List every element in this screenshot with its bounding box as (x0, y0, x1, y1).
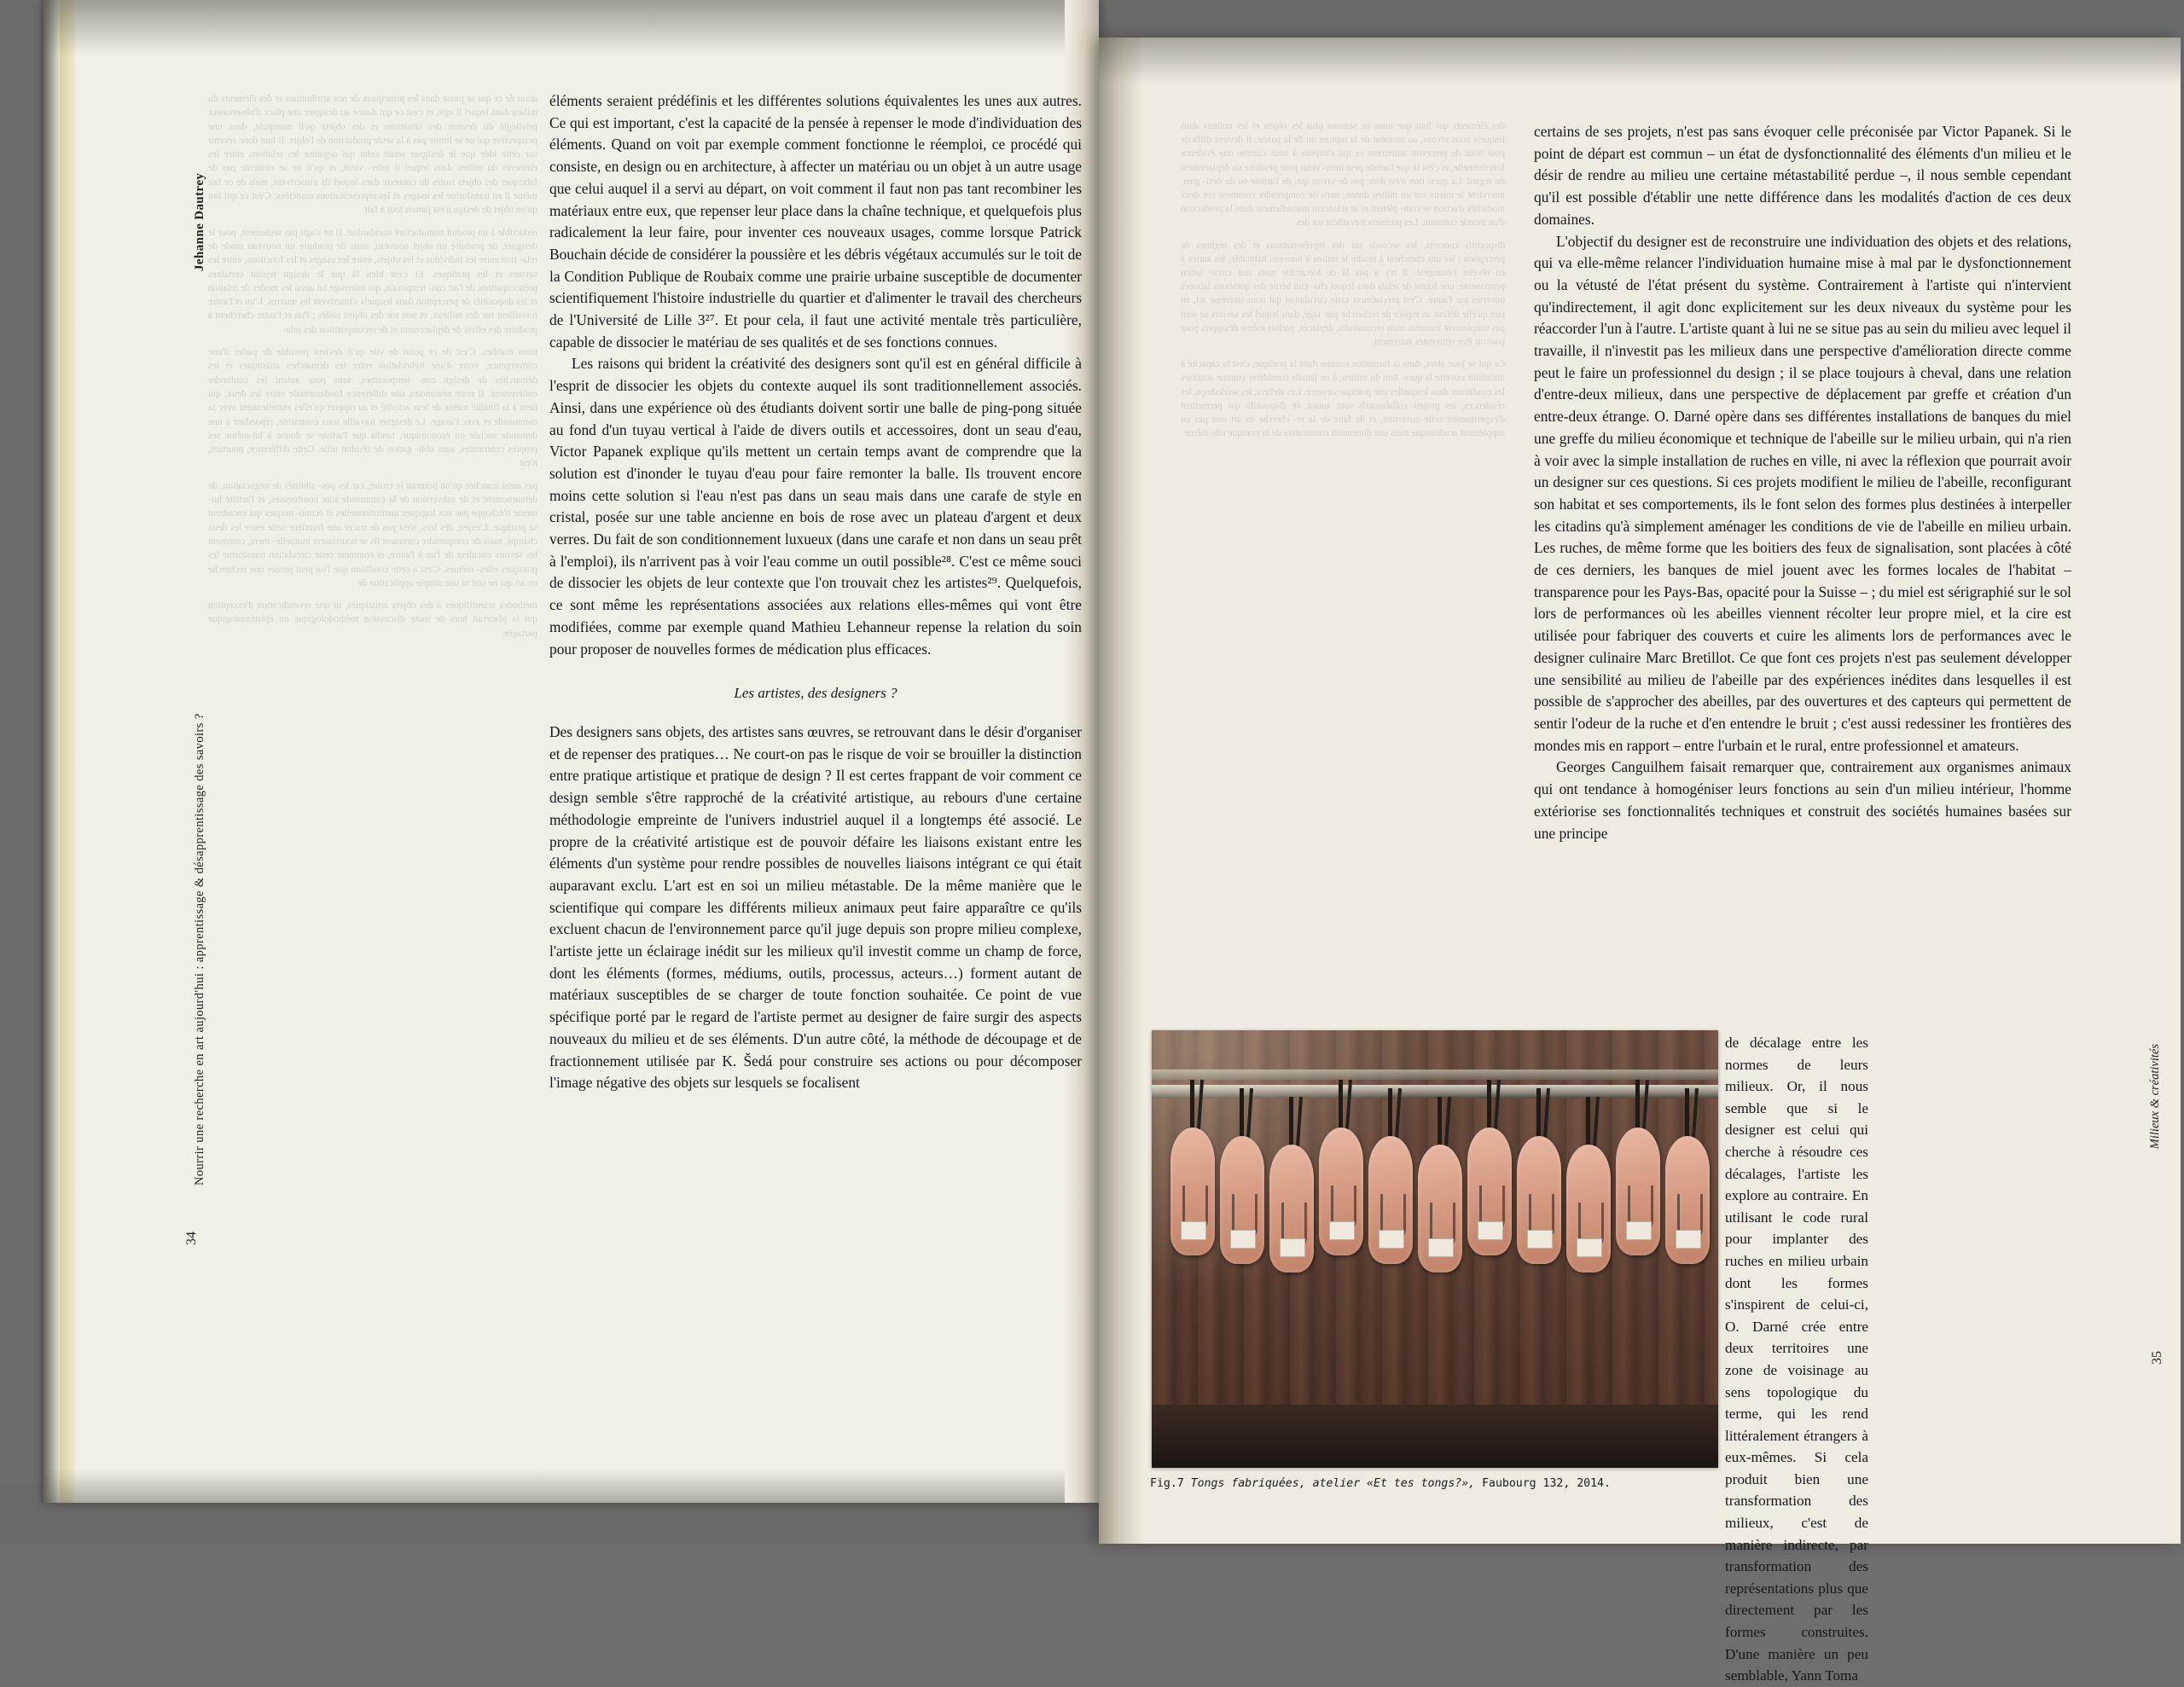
photo-sandal-tag (1676, 1230, 1701, 1249)
verso-showthrough-right: des éléments qui font que nous ne sentons plus les objets et les milieux dans lesquels nous vivons, au moment de la rupture ou de la panne, il devient difficile pour nous de percevoir autrement ce qui s'impose à nous comme une évidence fonctionnelle, et c'est là que l'artiste peut inter- venir pour produire un déplacement du regard. La ques- tion n'est donc pas de savoir qui, de l'artiste ou du desi- gner, intervient le mieux sur un milieu donné, mais de comprendre comment ces deux modalités d'action se com- plètent et se relancent mutuellement dans la production d'un monde commun. Les premiers travaillent sur des dispositifs concrets, les seconds sur des représentations et des régimes de perception ; les uns cherchent à rendre le milieu à nouveau habitable, les autres à en révéler l'étrangeté. Il n'y a pas là de hiérarchie mais une circu- lation permanente, une forme de relais dans lequel cha- cun hérite des questions laissées ouvertes par l'autre. C'est précisément cette circulation qui nous intéresse ici, en tant qu'elle définit un espace de recherche par- tagé, dans lequel les savoirs ne sont pas simplement transmis mais reconstruits, déplacés, parfois même désappris pour pouvoir être réinventés autrement. Ce qui se joue alors, dans la formation comme dans la pratique, c'est la capacité à maintenir ouverte la ques- tion du milieu, à ne jamais considérer comme acquises les conditions dans lesquelles une pratique s'exerce. Les ateliers, les workshops, les résidences, les projets collaboratifs sont autant de dispositifs qui permettent d'expérimenter cette ouverture, et de faire de la re- cherche en art non pas un supplément académique mais une dimension constitutive de la pratique elle-même. (1181, 121, 1505, 439)
running-head-author: Jehanne Dautrey (193, 172, 206, 271)
photo-sandal-strap (1635, 1080, 1640, 1133)
photo-sandal-tag (1379, 1230, 1404, 1249)
page-top-shadow-right (1099, 38, 2181, 84)
photo-sandal-strap (1685, 1088, 1689, 1141)
photo-sandal-sole (1517, 1136, 1561, 1264)
page-edge-shadow (41, 0, 60, 1503)
photo-sandal-strap (1487, 1080, 1491, 1133)
photo-sandal-tag (1428, 1238, 1454, 1257)
left-page-text-column (549, 90, 1082, 1094)
paragraph: Les raisons qui brident la créativité des designers sont qu'il est en général difficile à l'esprit de dissocier les objets du contexte auquel ils sont traditionnellement associés. Ainsi, dans une expérience où des étudiants doivent sortir une balle de ping-pong située au fond d'un tuyau vertical à l'aide de divers outils et accessoires, dont un seau d'eau, Victor Papanek explique qu'ils mettent un certain temps avant de comprendre que la solution est d'inonder le tuyau d'eau pour faire remonter la balle. Ils trouvent encore moins cette solution si l'eau n'est pas dans un seau mais dans une carafe de style en cristal, posée sur une table ancienne en bois de rose avec un plateau d'argent et deux verres. Du fait de son conditionnement luxueux (dans une carafe et non dans un seau prêt à l'emploi), ils n'arrivent pas à voir l'eau comme un outil possible²⁸. C'est ce même souci de dissocier les objets de leur contexte que l'on trouvait chez les artistes²⁹. Quelquefois, ce sont même les représentations associées aux relations elles-mêmes qui vont être modifiées, comme par exemple quand Mathieu Lehanneur repense la relation du soin pour proposer de nouvelles formes de médication plus efficaces. (549, 355, 1082, 658)
photo-sandal-tag (1527, 1230, 1553, 1249)
left-page (41, 0, 1099, 1503)
photo-sandal-tag (1329, 1221, 1355, 1240)
photo-sandal-tag (1280, 1238, 1305, 1257)
page-gutter-right (1099, 38, 1143, 1544)
running-head-title-left: Nourrir une recherche en art aujourd'hui : apprentissage & désapprentissage des savoirs ? (193, 713, 206, 1186)
figure-label: Fig.7 (1150, 1477, 1184, 1490)
figure-wrap-text: de décalage entre les normes de leurs milieux. Or, il nous semble que si le designer est celui qui cherche à résoudre ces décalages, l'artiste les explore au contraire. En utilisant le code rural pour implanter des ruches en milieu urbain dont les formes s'inspirent de celui-ci, O. Darné crée entre deux territoires une zone de voisinage au sens topologique du terme, qui les rend littéralement étrangers à eux-mêmes. Si cela produit bien une transformation des milieux, c'est de manière indirecte, par transformation des représentations plus que directement par les formes construites. D'une manière un peu semblable, Yann Toma (1725, 1035, 1868, 1684)
photo-sandal-sole (1665, 1136, 1710, 1264)
photo-sandal-tag (1577, 1238, 1602, 1257)
verso-showthrough-left: ation de ce qui se passe dans les principaux de nos attributions et des éléments du milieu dans lequel il agit, et c'est ce qui donne au designer une place d'observateur privilégié du devenir des situations et des objets qu'il manipule, dans une perspective qui ne se limite pas à la seule production de l'objet. Il faut donc revenir sur cette idée que le designer serait celui qui organise les relations entre les éléments du milieu dans lequel il inter- vient, et qu'il ne se contente pas de fabriquer des objets isolés du contexte dans lequel ils s'inscrivent, mais de ce fait même il en transforme les usages et les représentations associées. C'est ce qui fait qu'un objet de design n'est jamais tout à fait réductible à un produit manufacturé standardisé. Il ne s'agit pas seulement, pour le designer, de produire un objet nouveau, mais de produire un nouveau mode de rela- tion entre les individus et les objets, entre les usages et les fonctions, entre les savoirs et les pratiques. Et c'est bien là que le design rejoint certaines préoccupations de l'art con- temporain, qui interroge lui aussi les modes de relation et les dispositifs de perception dans lesquels s'inscrivent les œuvres. L'un et l'autre travaillent sur des milieux, et non sur des objets isolés ; l'un et l'autre cherchent à produire des effets de déplacement et de recomposition des rela- tions établies. C'est de ce point de vue qu'il devient possible de parler d'une convergence, voire d'une hybridation entre les démarches artistiques et les démarches de design con- temporaines, sans pour autant les confondre entièrement. Il reste néanmoins une différence fondamentale entre les deux, qui tient à la finalité même de leur activité et au rapport qu'elles entretiennent avec la commande et avec l'usage. Le designer travaille sous contrainte, répondant à une demande sociale ou économique, tandis que l'artiste se donne à lui-même ses propres contraintes, sans obli- gation de résultat utile. Cette différence, pourtant, n'est pas aussi tranchée qu'on pourrait le croire, car les pos- sibilités de négociation, de détournement et de subversion de la commande sont nombreuses, et l'artiste lui-même n'échappe pas aux logiques institutionnelles et écono- miques qui encadrent sa pratique. L'enjeu, dès lors, n'est pas de tracer une frontière nette entre les deux champs, mais de comprendre comment ils se nourrissent mutuelle- ment, comment les savoirs circulent de l'un à l'autre, et comment cette circulation transforme les pratiques elles- mêmes. C'est à cette condition que l'on peut penser une recherche en art qui ne soit ni une simple application de méthodes scientifiques à des objets artistiques, ni une revendication d'exception qui la placerait hors de toute discussion méthodologique ou épistémologique partagée. (208, 93, 537, 639)
photo-floor (1152, 1405, 1718, 1468)
photo-sandal-tag (1181, 1221, 1206, 1240)
figure-caption-rest: Faubourg 132, 2014. (1482, 1477, 1611, 1490)
photo-sandal-sole (1319, 1128, 1363, 1255)
photo-sandal-strap (1240, 1088, 1244, 1141)
photo-sandal-strap (1289, 1097, 1293, 1150)
photo-sandal-strap (1586, 1097, 1590, 1150)
page-number-right: 35 (2150, 1351, 2164, 1365)
figure-caption (1150, 1477, 1747, 1490)
photo-sandal-sole (1368, 1136, 1413, 1264)
photo-sandal-tag (1478, 1221, 1503, 1240)
paragraph: Des designers sans objets, des artistes sans œuvres, se retrouvant dans le désir d'organiser et de repenser des pratiques… Ne court-on pas le risque de voir se brouiller la distinction entre pratique artistique et pratique de design ? Il est certes frappant de voir comment ce design semble s'être rapproché de la créativité artistique, au rebours d'une certaine méthodologie empreinte de l'univers industriel auquel il a longtemps été associé. Le propre de la créativité artistique est de pouvoir défaire les liaisons existant entre les éléments d'un système pour rendre possibles de nouvelles liaisons intégrant ce qui était auparavant exclu. L'art est en soi un milieu métastable. De la même manière que le scientifique qui compare les différents milieux animaux peut faire apparaître ce qu'ils excluent chacun de l'environnement parce qu'il juge depuis son propre milieu complexe, l'artiste jette un éclairage inédit sur les milieux qu'il investit comme un champ de force, dont les éléments (formes, médiums, outils, processus, acteurs…) forment autant de matériaux susceptibles de se charger de toute fonction souhaitée. Ce point de vue spécifique porté par le regard de l'artiste permet au designer de faire surgir des aspects nouveaux du milieu et de ses éléments. D'un autre côté, la méthode de découpage et de fractionnement utilisée par K. Šedá pour construire ses actions ou pour décomposer l'image négative des objets sur lesquels se focalisent (549, 722, 1082, 1092)
paragraph: éléments seraient prédéfinis et les différentes solutions équivalentes les unes aux autres. Ce qui est important, c'est la capacité de la pensée à repenser le mode d'individuation des éléments. Quand on voit par exemple comment fonctionne le réemploi, ce procédé qui consiste, en design ou en architecture, à affecter un matériau ou un objet à un autre usage que celui auquel il a servi au départ, on voit comment il faut non pas tant recombiner les matériaux entre eux, que repenser leur place dans la chaîne technique, et quelquefois plus radicalement la leur faire, pour inventer ces nouveaux usages, comme lorsque Patrick Bouchain décide de considérer la poussière et les débris végétaux accumulés sur le toit de la Condition Publique de Roubaix comme une prairie urbaine susceptible de documenter scientifiquement l'histoire industrielle du quartier et d'alimenter le travail des chercheurs de l'Université de Lille 3²⁷. Et pour cela, il faut une activité mentale très particulière, capable de dissocier le matériau de ses qualités et de ses fonctions connues. (549, 92, 1082, 351)
paragraph: L'objectif du designer est de reconstruire une individuation des objets et des relations, qui va elle-même relancer l'individuation humaine mise à mal par le dysfonctionnement ou la vétusté de l'état présent du système. Contrairement à l'artiste qui n'intervient qu'indirectement, il agit donc explicitement sur les deux niveaux du système pour les réaccorder l'un à l'autre. L'artiste quant à lui ne se situe pas au sein du milieu avec lequel il travaille, il n'investit pas les milieux dans une perspective d'amélioration directe comme peut le faire un professionnel du design ; il se place toujours à cheval, dans une relation d'entre-deux milieux, dans une perspective de déplacement par greffe et création d'un entre-deux étrange. O. Darné opère dans ses différentes installations de banques du miel une greffe du milieu économique et technique de l'abeille sur le milieu urbain, qui n'a rien à voir avec la simple installation de ruches en ville, ni avec la réflexion que pourrait avoir un designer sur ces questions. Si ces projets modifient le milieu de l'abeille, reconfigurant son habitat et ses comportements, ils le font selon des formes plus destinées à interpeller les citadins qu'à simplement aménager les conditions de vie de l'abeille en milieu urbain. Les ruches, de même forme que les boitiers des feux de signalisation, sont placées à côté de ces derniers, les banques de miel jouent avec les formes locales de l'habitat – transparence pour les Pays-Bas, opacité pour la Suisse – ; du miel est sérigraphié sur le sol lors de performances où les abeilles viennent récolter leur propre miel, et la cire est utilisée pour fabriquer des couverts et cuire les aliments lors de performances avec le designer culinaire Marc Bretillot. Ce que font ces projets n'est pas seulement développer une sensibilité au milieu de l'abeille par des expériences inédites dans lesquelles il est possible de s'approcher des abeilles, par des ouvertures et des capteurs qui permettent de sentir l'odeur de la ruche et d'en entendre le bruit ; c'est aussi redessiner les frontières des mondes mis en rapport – entre l'urbain et le rural, entre professionnel et amateurs. (1534, 232, 2071, 754)
photo-sandal-tag (1626, 1221, 1652, 1240)
page-top-shadow (41, 0, 1099, 56)
photo-sandal-strap (1438, 1097, 1442, 1150)
photo-sandal-sole (1418, 1145, 1462, 1272)
section-subheading: Les artistes, des designers ? (734, 685, 897, 702)
paragraph: certains de ses projets, n'est pas sans évoquer celle préconisée par Victor Papanek. Si le point de départ est commun – un état de dysfonctionnalité des éléments d'un milieu et le désir de rendre au milieu une certaine métastabilité perdue –, il nous semble cependant qu'il est possible d'établir une nette différence dans les modalités d'action de ces deux domaines. (1534, 123, 2071, 228)
photo-sandal-strap (1190, 1080, 1194, 1133)
running-head-title-right: Milieux & créativités (2148, 1044, 2162, 1150)
paragraph: Georges Canguilhem faisait remarquer que, contrairement aux organismes animaux qui ont tendance à homogéniser leurs fonctions au sein d'un milieu intérieur, l'homme extériorise ses fonctionnalités techniques et construit des sociétés humaines basées sur une principe (1534, 758, 2071, 842)
photo-sandal-sole (1220, 1136, 1264, 1264)
right-page-text-column (1534, 121, 2071, 844)
page-edge-yellow (60, 0, 75, 1503)
photo-sandal-sole (1616, 1128, 1660, 1255)
figure-caption-italic: Tongs fabriquées, atelier «Et tes tongs?», (1190, 1477, 1476, 1490)
page-number-left: 34 (184, 1232, 199, 1245)
photo-sandal-sole (1566, 1145, 1611, 1272)
photo-sandal-sole (1170, 1128, 1215, 1255)
photo-sandal-sole (1269, 1145, 1314, 1272)
page-bottom-shadow (41, 1469, 1099, 1503)
photo-sandal-tag (1230, 1230, 1256, 1249)
photo-sandal-strap (1536, 1088, 1541, 1141)
photo-sandal-sole (1467, 1128, 1512, 1255)
photo-sandal-strap (1388, 1088, 1392, 1141)
figure-photo-tongs (1152, 1030, 1718, 1468)
photo-sandal-strap (1339, 1080, 1343, 1133)
